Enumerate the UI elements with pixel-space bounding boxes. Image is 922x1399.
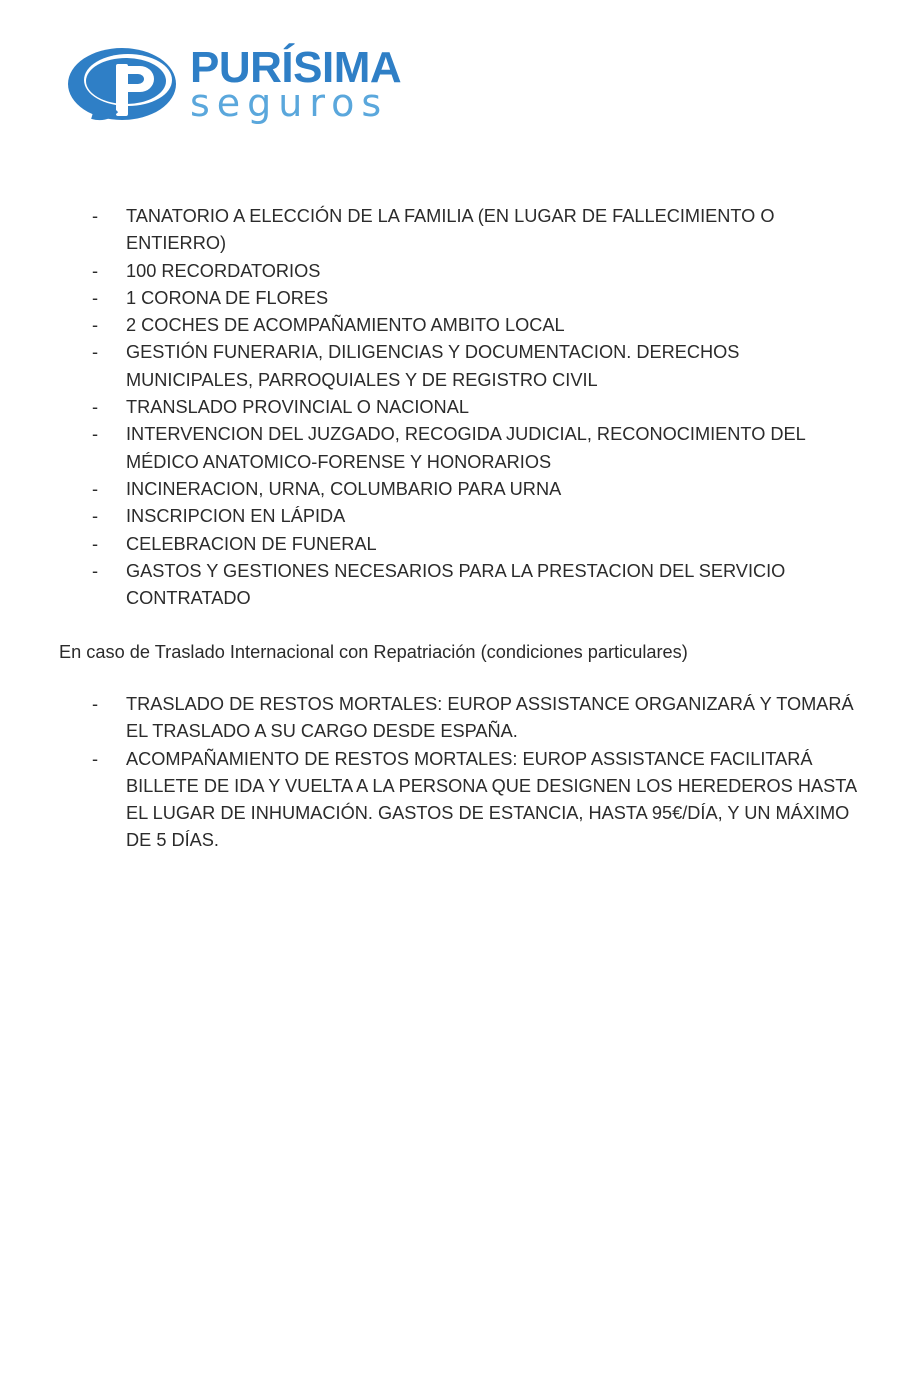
list-item: - TRANSLADO PROVINCIAL O NACIONAL — [88, 394, 868, 421]
international-transfer-heading: En caso de Traslado Internacional con Repatriación (condiciones particulares) — [59, 642, 688, 662]
international-services-list — [88, 691, 868, 855]
logo-mark-icon — [66, 40, 186, 132]
list-item: - TANATORIO A ELECCIÓN DE LA FAMILIA (EN LUGAR DE FALLECIMIENTO O ENTIERRO) — [88, 203, 868, 258]
dash-bullet: - — [92, 533, 99, 554]
logo-sub-text: seguros — [190, 81, 389, 125]
list-item: - 1 CORONA DE FLORES — [88, 285, 868, 312]
list-item: - ACOMPAÑAMIENTO DE RESTOS MORTALES: EUROP ASSISTANCE FACILITARÁ BILLETE DE IDA Y VUELTA A LA PERSONA QUE DESIGNEN LOS HEREDEROS HASTA EL LUGAR DE INHUMACIÓN. GASTOS DE ESTANCIA, HASTA 95€/DÍA, Y UN MÁXIMO DE 5 DÍAS. — [88, 746, 868, 855]
list-item: - GASTOS Y GESTIONES NECESARIOS PARA LA PRESTACION DEL SERVICIO CONTRATADO — [88, 558, 868, 613]
list-item: - GESTIÓN FUNERARIA, DILIGENCIAS Y DOCUMENTACION. DERECHOS MUNICIPALES, PARROQUIALES Y DE REGISTRO CIVIL — [88, 339, 868, 394]
list-item: - INTERVENCION DEL JUZGADO, RECOGIDA JUDICIAL, RECONOCIMIENTO DEL MÉDICO ANATOMICO-FORENSE Y HONORARIOS — [88, 421, 868, 476]
list-item: - INCINERACION, URNA, COLUMBARIO PARA URNA — [88, 476, 868, 503]
dash-bullet: - — [92, 748, 99, 769]
dash-bullet: - — [92, 260, 99, 281]
services-list — [88, 203, 868, 612]
dash-bullet: - — [92, 397, 99, 418]
dash-bullet: - — [92, 506, 99, 527]
purisima-seguros-logo — [66, 40, 406, 132]
dash-bullet: - — [92, 342, 99, 363]
logo-brand-text: PURÍSIMA — [190, 43, 402, 92]
list-item: - 100 RECORDATORIOS — [88, 258, 868, 285]
dash-bullet: - — [92, 560, 99, 581]
dash-bullet: - — [92, 478, 99, 499]
dash-bullet: - — [92, 315, 99, 336]
dash-bullet: - — [92, 424, 99, 445]
list-item: - TRASLADO DE RESTOS MORTALES: EUROP ASSISTANCE ORGANIZARÁ Y TOMARÁ EL TRASLADO A SU CARGO DESDE ESPAÑA. — [88, 691, 868, 746]
list-item: - INSCRIPCION EN LÁPIDA — [88, 503, 868, 530]
list-item: - 2 COCHES DE ACOMPAÑAMIENTO AMBITO LOCAL — [88, 312, 868, 339]
list-item: - CELEBRACION DE FUNERAL — [88, 531, 868, 558]
dash-bullet: - — [92, 287, 99, 308]
dash-bullet: - — [92, 694, 99, 714]
dash-bullet: - — [92, 206, 99, 226]
